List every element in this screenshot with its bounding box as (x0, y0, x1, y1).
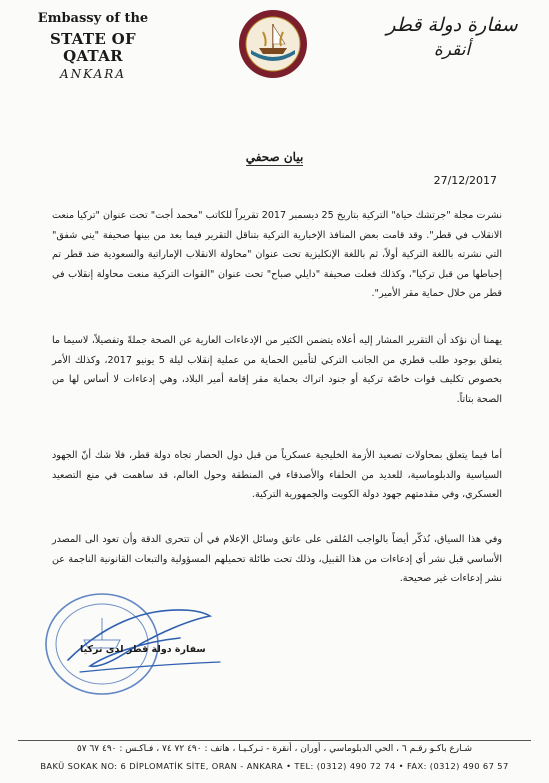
letterhead-arabic-line-1: سفارة دولة قطر (386, 14, 518, 36)
paragraph-1: نشرت مجلة "جرتشك حياة" التركية بتاريخ 25 ديسمبر 2017 تقريراً للكاتب "محمد أجت" تحت عنوان "تركيا منعت الانقلاب في قطر". وقد قامت بعض المنافذ الإخبارية التركية بتناقل التقرير فيما بعد من بينها صحيفة "يني شفق" التي نشرته باللغة التركية أولاً، ثم باللغة الإنكليزية تحت عنوان "محاولة الانقلاب الإماراتية والسعودية ضد قطر تم إحباطها من قبل تركيا"، وكذلك فعلت صحيفة "دايلي صباح" تحت عنوان "القوات التركية منعت محاولة إنقلاب في قطر من خلال حماية مقر الأمير". (52, 210, 502, 299)
paragraph-4: وفي هذا السياق، نُذكّر أيضاً بالواجب المُلقى على عاتق وسائل الإعلام في أن تتحرى الدقة وأن تعود الى المصدر الأساسي قبل نشر أي إدعاءات من هذا القبيل، وذلك تحت طائلة تحميلهم المسؤولية والتبعات القانونية الناجمة عن نشر إدعاءات غير صحيحة. (52, 534, 502, 584)
letterhead-arabic (377, 14, 527, 60)
letterhead-line-2: STATE OF QATAR (50, 29, 136, 66)
footer-address-english: BAKÜ SOKAK NO: 6 DİPLOMATİK SİTE, ORAN - ANKARA • TEL: (0312) 490 72 74 • FAX: (0312) 490 67 57 (40, 761, 509, 771)
letterhead-arabic-line-2: أنقرة (433, 40, 471, 60)
signature-label: سفارة دولة قطر لدى تركيا (80, 644, 206, 655)
letterhead-line-3: ANKARA (59, 67, 126, 82)
document-date: 27/12/2017 (433, 174, 497, 187)
signature-icon (60, 598, 230, 688)
letterhead-line-1: Embassy of the (37, 11, 149, 26)
qatar-emblem-icon (237, 4, 309, 84)
document-title: بيان صحفي (245, 150, 304, 164)
paragraph-3: أما فيما يتعلق بمحاولات تصعيد الأزمة الخليجية عسكرياً من قبل دول الحصار تجاه دولة قطر، فلا شك أنّ الجهود السياسية والدبلوماسية، للعديد من الحلفاء والأصدقاء في المنطقة وحول العالم، قد ساهمت في منع التصعيد العسكري، وفي مقدمتهم جهود دولة الكويت والجمهورية التركية. (52, 450, 502, 500)
footer-divider (18, 740, 531, 741)
footer-address-arabic: شـارع باكـو رقـم ٦ ، الحي الدبلوماسي ، أوران ، أنقرة - تـركـيـا ، هاتف : ٤٩٠ ٧٢ ٧٤ ، فـاكـس : ٤٩٠ ٦٧ ٥٧ (76, 744, 473, 754)
letterhead-english (18, 12, 168, 82)
paragraph-2: يهمنا أن نؤكد أن التقرير المشار إليه أعلاه يتضمن الكثير من الإدعاءات العارية عن الصحة جملةً وتفصيلاً، لاسيما ما يتعلق بوجود طلب قطري من الجانب التركي لتأمين الحماية من عملية إنقلاب ليلة 5 يونيو 2017، وكذلك الأمر بخصوص تكليف قوات خاصّة تركية أو جنود اتراك بحماية مقر إقامة أمير البلاد، وهي إدعاءات لا أساس لها من الصحة بتاتاً. (52, 335, 503, 405)
